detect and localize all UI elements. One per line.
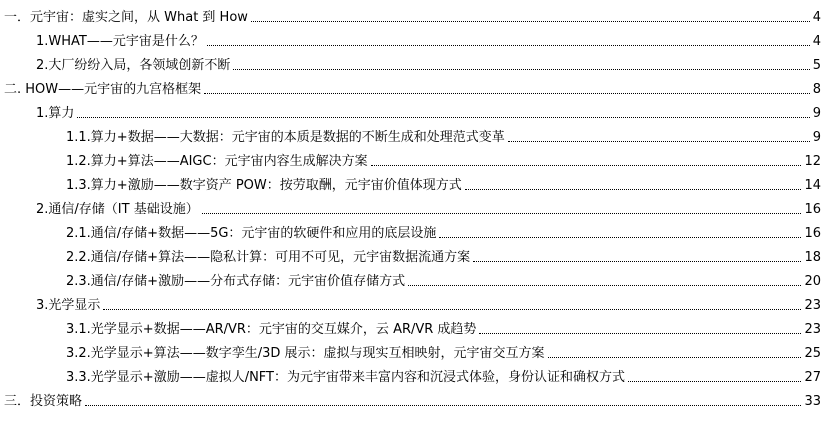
dot-leader bbox=[103, 309, 801, 310]
toc-page-number: 27 bbox=[804, 370, 821, 385]
toc-entry[interactable] bbox=[0, 50, 825, 74]
toc-entry-title: 2.大厂纷纷入局，各领域创新不断 bbox=[36, 58, 231, 73]
toc-entry[interactable] bbox=[0, 290, 825, 314]
toc-page-number: 23 bbox=[804, 322, 821, 337]
toc-entry-title: 2.通信/存储（IT 基础设施） bbox=[36, 202, 199, 217]
dot-leader bbox=[85, 405, 801, 406]
toc-entry[interactable] bbox=[0, 26, 825, 50]
toc-page-number: 5 bbox=[812, 58, 821, 73]
toc-entry[interactable] bbox=[0, 242, 825, 266]
toc-entry-title: 二. HOW——元宇宙的九宫格框架 bbox=[4, 82, 202, 97]
dot-leader bbox=[548, 357, 802, 358]
dot-leader bbox=[207, 45, 810, 46]
toc-page-number: 14 bbox=[804, 178, 821, 193]
toc-entry-title: 3.3.光学显示+激励——虚拟人/NFT：为元宇宙带来丰富内容和沉浸式体验，身份认证和确权方式 bbox=[66, 370, 625, 385]
toc-entry[interactable] bbox=[0, 266, 825, 290]
toc-entry[interactable] bbox=[0, 2, 825, 26]
toc-entry[interactable] bbox=[0, 338, 825, 362]
dot-leader bbox=[628, 381, 801, 382]
dot-leader bbox=[473, 261, 801, 262]
dot-leader bbox=[465, 189, 802, 190]
toc-page-number: 9 bbox=[812, 130, 821, 145]
toc-entry[interactable] bbox=[0, 386, 825, 410]
dot-leader bbox=[202, 213, 802, 214]
toc-entry[interactable] bbox=[0, 194, 825, 218]
toc-entry-title: 1.3.算力+激励——数字资产 POW：按劳取酬，元宇宙价值体现方式 bbox=[66, 178, 462, 193]
toc-entry[interactable] bbox=[0, 362, 825, 386]
toc-page-number: 20 bbox=[804, 274, 821, 289]
toc-page-number: 12 bbox=[804, 154, 821, 169]
toc-page-number: 8 bbox=[812, 82, 821, 97]
dot-leader bbox=[251, 21, 810, 22]
dot-leader bbox=[439, 237, 801, 238]
toc-entry-title: 2.2.通信/存储+算法——隐私计算：可用不可见，元宇宙数据流通方案 bbox=[66, 250, 471, 265]
dot-leader bbox=[508, 141, 810, 142]
toc-page-number: 25 bbox=[804, 346, 821, 361]
toc-page-number: 18 bbox=[804, 250, 821, 265]
dot-leader bbox=[77, 117, 809, 118]
toc-entry-title: 3.1.光学显示+数据——AR/VR：元宇宙的交互媒介，云 AR/VR 成趋势 bbox=[66, 322, 477, 337]
toc-entry-title: 2.3.通信/存储+激励——分布式存储：元宇宙价值存储方式 bbox=[66, 274, 406, 289]
toc-page-number: 23 bbox=[804, 298, 821, 313]
dot-leader bbox=[371, 165, 802, 166]
toc-entry[interactable] bbox=[0, 74, 825, 98]
toc-entry-title: 1.1.算力+数据——大数据：元宇宙的本质是数据的不断生成和处理范式变革 bbox=[66, 130, 505, 145]
toc-entry-title: 3.2.光学显示+算法——数字孪生/3D 展示：虚拟与现实互相映射，元宇宙交互方案 bbox=[66, 346, 545, 361]
dot-leader bbox=[204, 93, 810, 94]
toc-page-number: 4 bbox=[812, 34, 821, 49]
dot-leader bbox=[408, 285, 801, 286]
toc-entry-title: 1.算力 bbox=[36, 106, 75, 121]
toc-page-number: 9 bbox=[812, 106, 821, 121]
toc-page-number: 16 bbox=[804, 226, 821, 241]
toc-page-number: 16 bbox=[804, 202, 821, 217]
toc-entry-title: 三．投资策略 bbox=[4, 394, 83, 409]
dot-leader bbox=[233, 69, 809, 70]
toc-entry[interactable] bbox=[0, 98, 825, 122]
toc-entry[interactable] bbox=[0, 122, 825, 146]
dot-leader bbox=[479, 333, 801, 334]
toc-entry-title: 1.2.算力+算法——AIGC：元宇宙内容生成解决方案 bbox=[66, 154, 368, 169]
toc-entry[interactable] bbox=[0, 146, 825, 170]
toc-entry-title: 3.光学显示 bbox=[36, 298, 101, 313]
toc-entry[interactable] bbox=[0, 218, 825, 242]
toc-page-number: 4 bbox=[812, 10, 821, 25]
toc-entry[interactable] bbox=[0, 170, 825, 194]
toc-entry[interactable] bbox=[0, 314, 825, 338]
toc-entry-title: 一．元宇宙：虚实之间，从 What 到 How bbox=[4, 10, 248, 25]
toc-entry-title: 1.WHAT——元宇宙是什么？ bbox=[36, 34, 204, 49]
toc-page-number: 33 bbox=[804, 394, 821, 409]
toc-entry-title: 2.1.通信/存储+数据——5G：元宇宙的软硬件和应用的底层设施 bbox=[66, 226, 437, 241]
